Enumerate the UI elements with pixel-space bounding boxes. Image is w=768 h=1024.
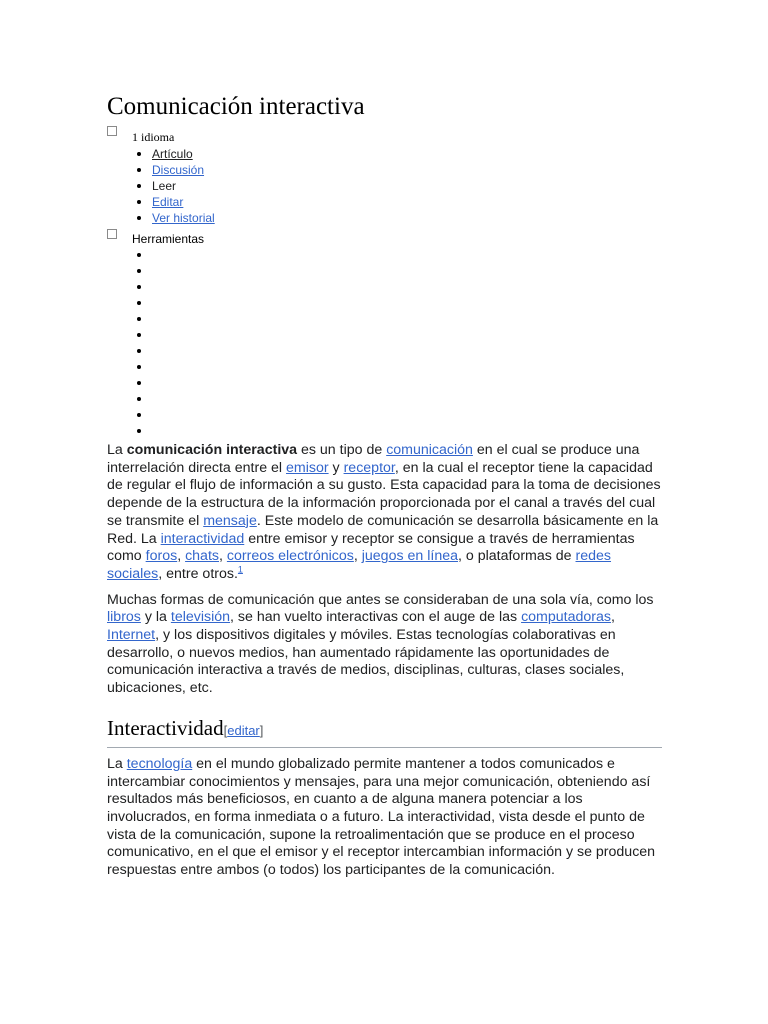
tab-articulo-label[interactable]: Artículo [152, 147, 193, 161]
tools-list-item[interactable] [107, 423, 662, 439]
language-toggle-label: 1 idioma [132, 130, 175, 144]
tools-list-item[interactable] [107, 343, 662, 359]
link-comunicacion[interactable]: comunicación [386, 442, 473, 458]
link-juegos[interactable]: juegos en línea [361, 548, 458, 565]
link-interactividad[interactable]: interactividad [160, 530, 245, 547]
tools-list-item[interactable] [107, 279, 662, 295]
tab-editar[interactable] [107, 194, 662, 210]
paragraph-history: Muchas formas de comunicación que antes se consideraban de una sola vía, como los libros y la televisión, se han vuelto interactivas con el auge de las computadoras, Internet, y los dispositivos digitales y móviles. Estas tecnologías colaborativas en desarrollo, o nuevos medios, han aumentado rápidamente las oportunidades de comunicación interactiva a través de medios, disciplinas, culturas, clases sociales, ubicaciones, etc. [107, 591, 654, 697]
tab-discusion[interactable] [107, 162, 662, 178]
tools-list-item[interactable] [107, 311, 662, 327]
link-foros[interactable]: foros [145, 548, 178, 565]
language-toggle[interactable] [107, 126, 662, 144]
page-title: Comunicación interactiva [107, 93, 365, 120]
link-libros[interactable]: libros [107, 609, 141, 626]
section-edit: [editar] [223, 722, 264, 738]
tab-discusion-label[interactable]: Discusión [152, 163, 205, 177]
link-redes-sociales[interactable]: redes sociales [107, 548, 612, 582]
link-mensaje[interactable]: mensaje [203, 512, 257, 529]
tools-toggle-label: Herramientas [132, 232, 205, 246]
paragraph-interactividad: La tecnología en el mundo globalizado permite mantener a todos comunicados e intercambiar conocimientos y mensajes, para una mejor comunicación, obteniendo así resultados más beneficiosos, en cuanto a de alguna manera potenciar a los involucrados, en forma inmediata o a futuro. La interactividad, vista desde el punto de vista de la comunicación, supone la retroalimentación que se produce en el proceso comunicativo, en el que el emisor y el receptor intercambian información y se producen respuestas entre ambos (o todos) los participantes de la comunicación. [107, 755, 656, 879]
checkbox-icon[interactable] [107, 229, 117, 239]
link-emisor[interactable]: emisor [286, 459, 329, 476]
page-tabs [107, 146, 662, 226]
edit-section-link[interactable]: editar [227, 722, 260, 738]
reference-link[interactable]: 1 [237, 564, 243, 575]
link-receptor[interactable]: receptor [343, 459, 395, 476]
checkbox-icon[interactable] [107, 126, 117, 136]
tools-list-item[interactable] [107, 263, 662, 279]
tab-editar-label[interactable]: Editar [152, 195, 184, 209]
link-chats[interactable]: chats [185, 548, 219, 565]
link-internet[interactable]: Internet [107, 627, 156, 644]
tools-list-item[interactable] [107, 247, 662, 263]
link-computadoras[interactable]: computadoras [521, 609, 611, 626]
tools-list-item[interactable] [107, 327, 662, 343]
link-tecnologia[interactable]: tecnología [126, 755, 193, 772]
tab-ver-historial[interactable] [107, 210, 662, 226]
tab-leer-label[interactable]: Leer [152, 179, 177, 193]
tools-toggle[interactable] [107, 228, 662, 246]
link-television[interactable]: televisión [170, 609, 231, 626]
tab-leer[interactable] [107, 178, 662, 194]
link-correos[interactable]: correos electrónicos [226, 548, 354, 565]
article [107, 90, 662, 880]
tab-ver-historial-label[interactable]: Ver historial [152, 211, 215, 225]
section-heading [107, 714, 662, 748]
section-title: Interactividad [107, 715, 224, 740]
tools-list-item[interactable] [107, 295, 662, 311]
term-bold: comunicación interactiva [126, 442, 298, 458]
tools-list-item[interactable] [107, 407, 662, 423]
tools-list [107, 247, 662, 439]
tools-list-item[interactable] [107, 391, 662, 407]
paragraph-intro: La comunicación interactiva es un tipo de comunicación en el cual se produce una interrelación directa entre el emisor y receptor, en la cual el receptor tiene la capacidad de regular el flujo de información a su gusto. Esta capacidad para la toma de decisiones depende de la estructura de la información proporcionada por el canal a través del cual se transmite el mensaje. Este modelo de comunicación se desarrolla básicamente en la Red. La interactividad entre emisor y receptor se consigue a través de herramientas como foros, chats, correos electrónicos, juegos en línea, o plataformas de redes sociales, entre otros.$^1$ [107, 442, 661, 582]
tab-articulo[interactable] [107, 146, 662, 162]
tools-list-item[interactable] [107, 359, 662, 375]
tools-list-item[interactable] [107, 375, 662, 391]
